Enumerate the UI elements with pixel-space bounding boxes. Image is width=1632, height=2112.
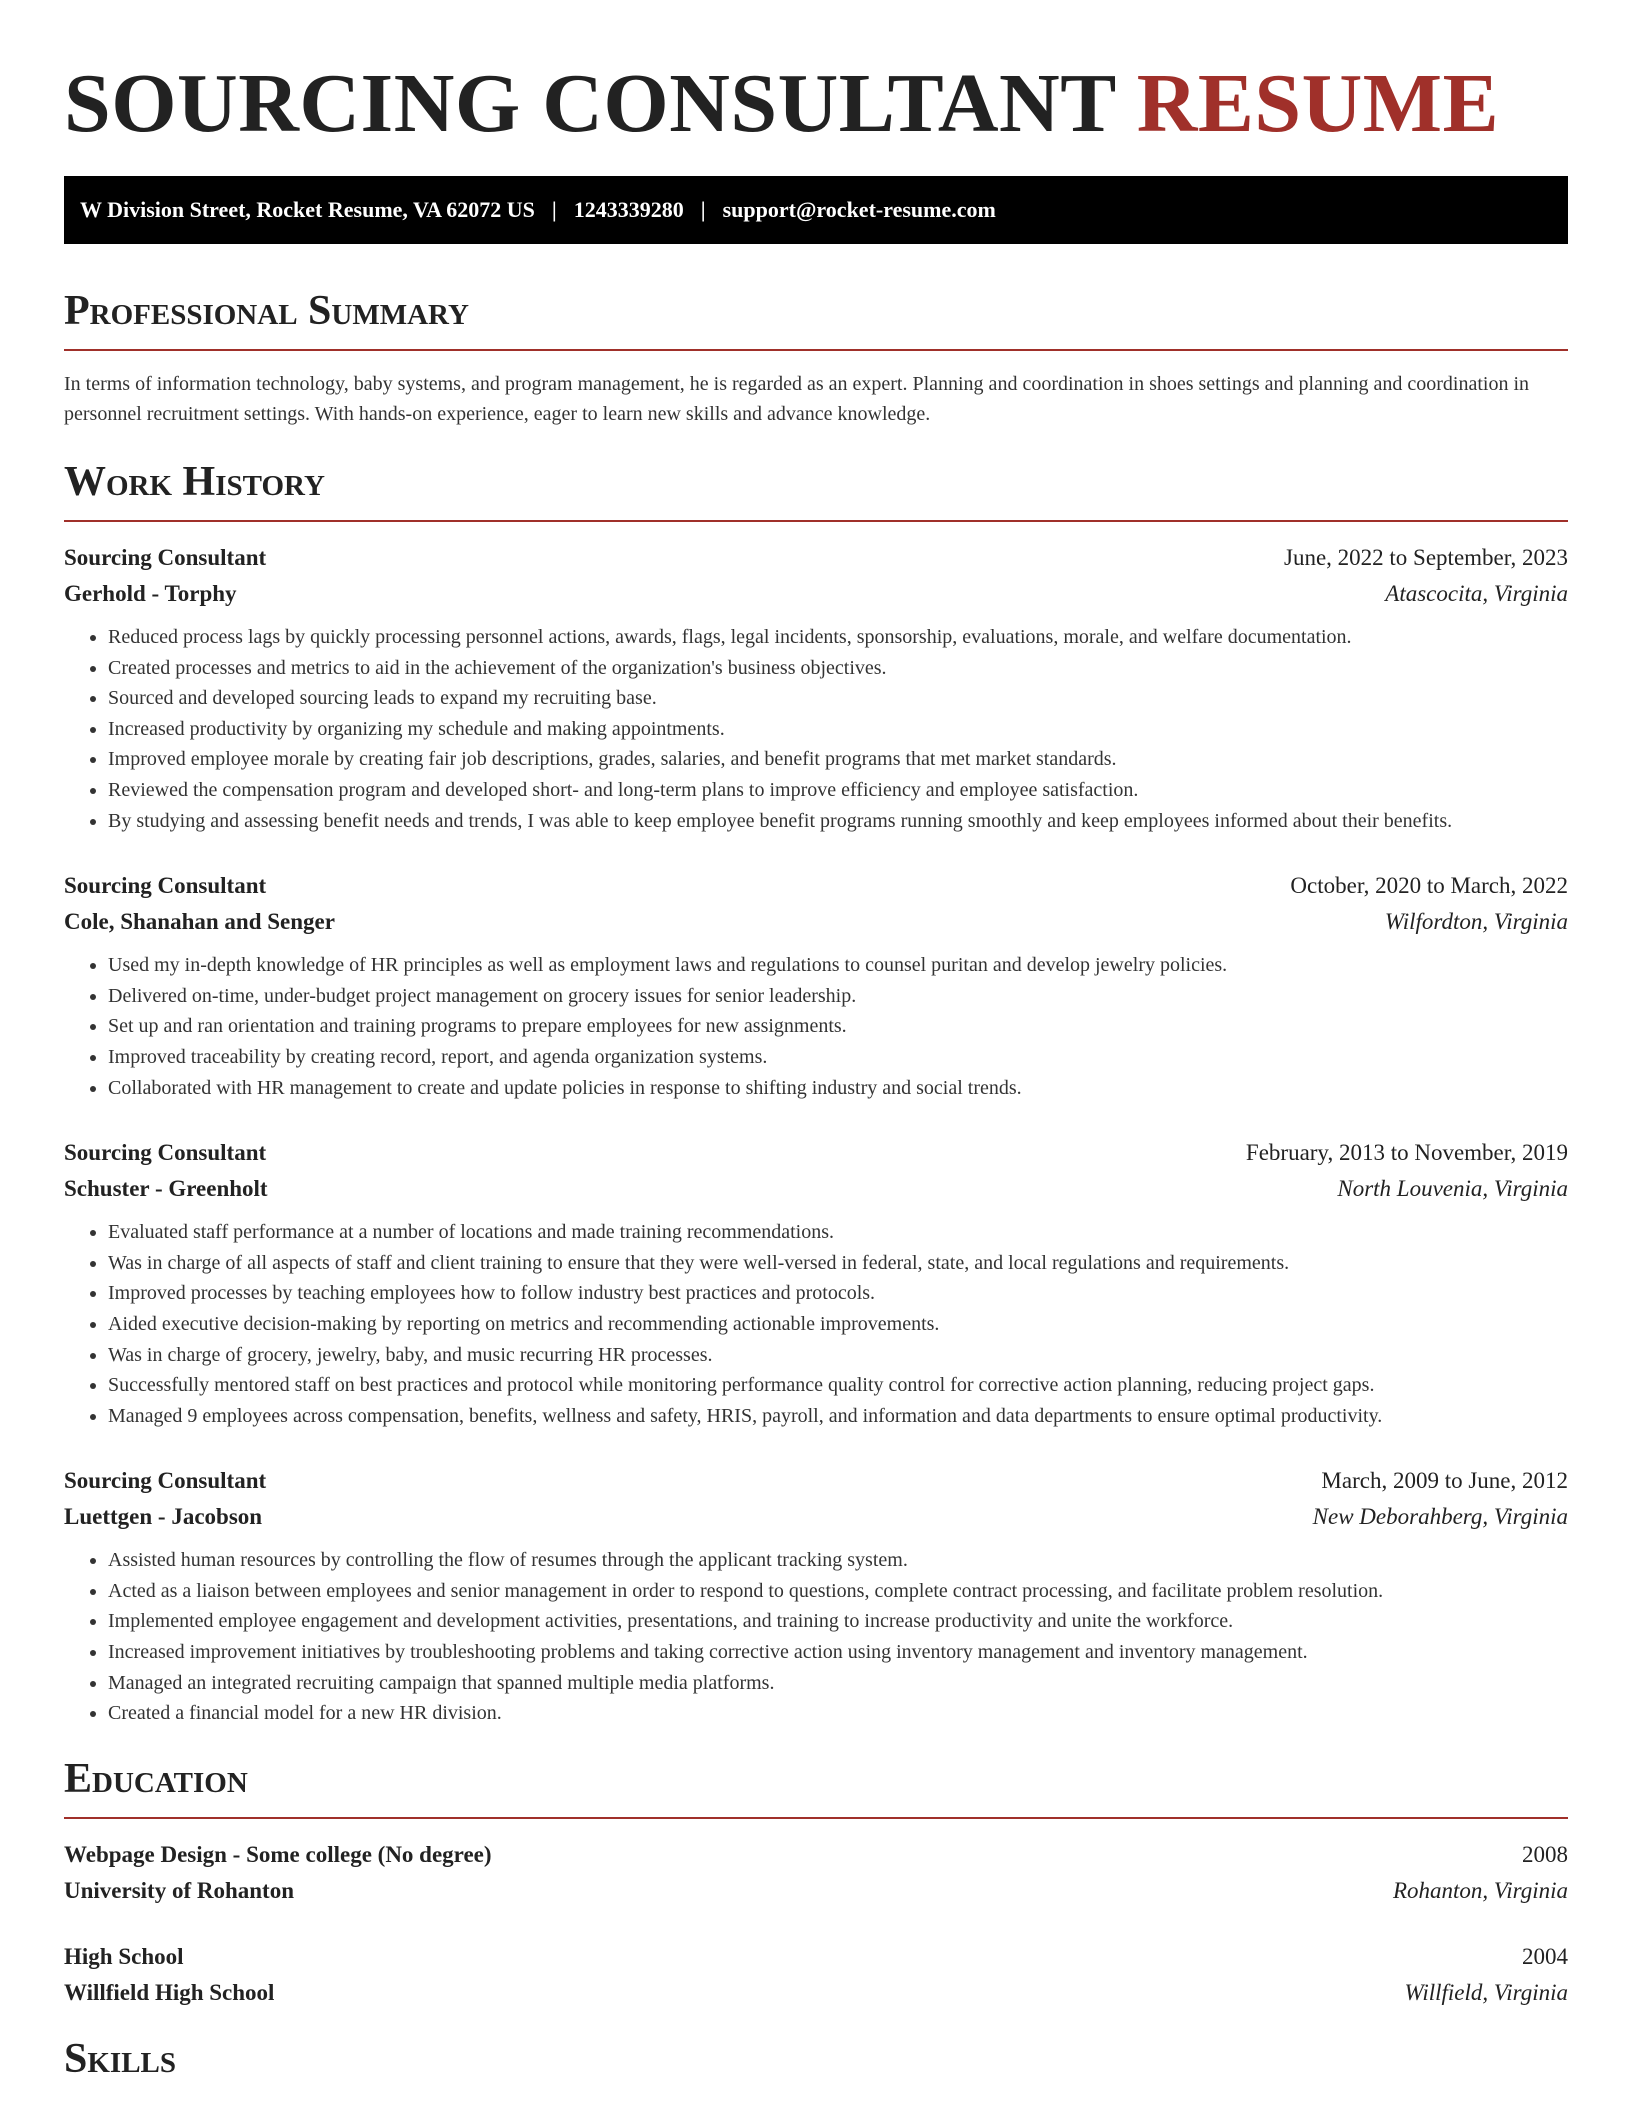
education-year: 2004	[1522, 1943, 1568, 1969]
education-degree: Webpage Design - Some college (No degree)	[64, 1841, 492, 1867]
job-bullet: • Improved employee morale by creating fair job descriptions, grades, salaries, and benefit programs that met market standards.	[108, 744, 1568, 775]
job-subheader	[64, 576, 1568, 612]
job-dates: October, 2020 to March, 2022	[1290, 873, 1568, 899]
education-school: Willfield High School	[64, 1979, 275, 2005]
job-dates: June, 2022 to September, 2023	[1284, 545, 1568, 570]
job-bullet: • By studying and assessing benefit needs and trends, I was able to keep employee benefit programs running smoothly and keep employees informed about their benefits.	[108, 806, 1568, 837]
job-bullets	[64, 1217, 1568, 1431]
job-header	[64, 1135, 1568, 1171]
title-main: SOURCING CONSULTANT	[64, 57, 1116, 150]
resume-title	[64, 0, 1568, 148]
job-entry	[64, 540, 1568, 836]
job-bullets	[64, 1545, 1568, 1729]
title-accent: RESUME	[1136, 57, 1500, 150]
job-bullet: • Successfully mentored staff on best practices and protocol while monitoring performance quality control for corrective action planning, reducing project gaps.	[108, 1370, 1568, 1401]
job-bullet: • Reviewed the compensation program and developed short- and long-term plans to improve efficiency and employee satisfaction.	[108, 775, 1568, 806]
job-bullet: • Increased productivity by organizing my schedule and making appointments.	[108, 714, 1568, 745]
job-subheader	[64, 1499, 1568, 1535]
contact-email[interactable]: support@rocket-resume.com	[722, 197, 996, 222]
job-company: Cole, Shanahan and Senger	[64, 909, 335, 935]
work-history-section	[64, 458, 1568, 1729]
job-bullet: • Managed an integrated recruiting campaign that spanned multiple media platforms.	[108, 1668, 1568, 1699]
section-title-work-history: Work History	[64, 459, 325, 505]
job-header	[64, 1463, 1568, 1499]
education-location: Willfield, Virginia	[1404, 1979, 1568, 2005]
job-title: Sourcing Consultant	[64, 1140, 267, 1166]
job-entry	[64, 868, 1568, 1103]
section-divider	[64, 349, 1568, 351]
contact-phone: 1243339280	[573, 197, 684, 222]
job-bullet: • Collaborated with HR management to create and update policies in response to shifting industry and social trends.	[108, 1073, 1568, 1104]
job-title: Sourcing Consultant	[64, 873, 267, 899]
job-bullet: • Managed 9 employees across compensation, benefits, wellness and safety, HRIS, payroll, and information and data departments to ensure optimal productivity.	[108, 1401, 1568, 1432]
job-location: Wilfordton, Virginia	[1384, 909, 1568, 935]
job-bullet: • Improved traceability by creating record, report, and agenda organization systems.	[108, 1042, 1568, 1073]
education-degree: High School	[64, 1943, 184, 1969]
job-header	[64, 868, 1568, 904]
job-entry	[64, 1135, 1568, 1431]
job-bullet: • Aided executive decision-making by reporting on metrics and recommending actionable improvements.	[108, 1309, 1568, 1340]
job-bullet: • Implemented employee engagement and development activities, presentations, and training to increase productivity and unite the workforce.	[108, 1606, 1568, 1637]
resume-content	[64, 0, 1568, 2083]
job-location: North Louvenia, Virginia	[1337, 1176, 1568, 1202]
section-divider	[64, 1817, 1568, 1819]
education-header	[64, 1837, 1568, 1873]
job-bullet: • Set up and ran orientation and training programs to prepare employees for new assignments.	[108, 1011, 1568, 1042]
contact-bar	[64, 176, 1568, 244]
job-bullet: • Used my in-depth knowledge of HR principles as well as employment laws and regulations to counsel puritan and develop jewelry policies.	[108, 950, 1568, 981]
job-bullet: • Was in charge of all aspects of staff and client training to ensure that they were well-versed in federal, state, and local regulations and requirements.	[108, 1248, 1568, 1279]
education-school: University of Rohanton	[64, 1877, 295, 1903]
skills-section	[64, 2035, 1568, 2083]
job-subheader	[64, 1171, 1568, 1207]
job-bullet: • Evaluated staff performance at a number of locations and made training recommendations.	[108, 1217, 1568, 1248]
summary-section	[64, 287, 1568, 429]
job-bullet: • Created a financial model for a new HR division.	[108, 1698, 1568, 1729]
job-bullet: • Was in charge of grocery, jewelry, baby, and music recurring HR processes.	[108, 1340, 1568, 1371]
job-dates: March, 2009 to June, 2012	[1321, 1468, 1568, 1494]
section-title-education: Education	[64, 1755, 248, 1802]
job-bullet: • Improved processes by teaching employees how to follow industry best practices and protocols.	[108, 1278, 1568, 1309]
section-title-summary: Professional Summary	[64, 288, 469, 334]
education-entry	[64, 1939, 1568, 2011]
education-year: 2008	[1522, 1841, 1568, 1867]
job-bullets	[64, 950, 1568, 1103]
job-bullet: • Delivered on-time, under-budget project management on grocery issues for senior leadership.	[108, 981, 1568, 1012]
job-bullet: • Increased improvement initiatives by troubleshooting problems and taking corrective action using inventory management and inventory management.	[108, 1637, 1568, 1668]
job-company: Luettgen - Jacobson	[64, 1504, 263, 1530]
contact-address: W Division Street, Rocket Resume, VA 62072 US	[80, 197, 535, 222]
education-subheader	[64, 1873, 1568, 1909]
education-header	[64, 1939, 1568, 1975]
education-entry	[64, 1837, 1568, 1909]
education-location: Rohanton, Virginia	[1392, 1877, 1568, 1903]
contact-separator: |	[700, 197, 706, 222]
job-title: Sourcing Consultant	[64, 1468, 267, 1494]
job-dates: February, 2013 to November, 2019	[1245, 1140, 1568, 1166]
job-subheader	[64, 904, 1568, 940]
section-title-skills: Skills	[64, 2035, 177, 2082]
job-company: Gerhold - Torphy	[64, 581, 237, 606]
job-bullet: • Sourced and developed sourcing leads to expand my recruiting base.	[108, 683, 1568, 714]
summary-text: In terms of information technology, baby systems, and program management, he is regarded as an expert. Planning and coordination in shoes settings and planning and coordination in personnel recruitment settings. With hands-on experience, eager to learn new skills and advance knowledge.	[64, 373, 1530, 425]
education-section	[64, 1755, 1568, 2011]
job-title: Sourcing Consultant	[64, 545, 267, 570]
job-bullet: • Assisted human resources by controlling the flow of resumes through the applicant tracking system.	[108, 1545, 1568, 1576]
job-bullets	[64, 622, 1568, 836]
job-bullet: • Reduced process lags by quickly processing personnel actions, awards, flags, legal incidents, sponsorship, evaluations, morale, and welfare documentation.	[108, 622, 1568, 653]
job-bullet: • Acted as a liaison between employees and senior management in order to respond to questions, complete contract processing, and facilitate problem resolution.	[108, 1576, 1568, 1607]
job-location: New Deborahberg, Virginia	[1312, 1504, 1568, 1530]
job-company: Schuster - Greenholt	[64, 1176, 268, 1202]
section-divider	[64, 520, 1568, 522]
education-subheader	[64, 1975, 1568, 2011]
job-location: Atascocita, Virginia	[1385, 581, 1568, 606]
job-bullet: • Created processes and metrics to aid in the achievement of the organization's business objectives.	[108, 653, 1568, 684]
contact-separator: |	[551, 197, 557, 222]
job-entry	[64, 1463, 1568, 1729]
job-header	[64, 540, 1568, 576]
